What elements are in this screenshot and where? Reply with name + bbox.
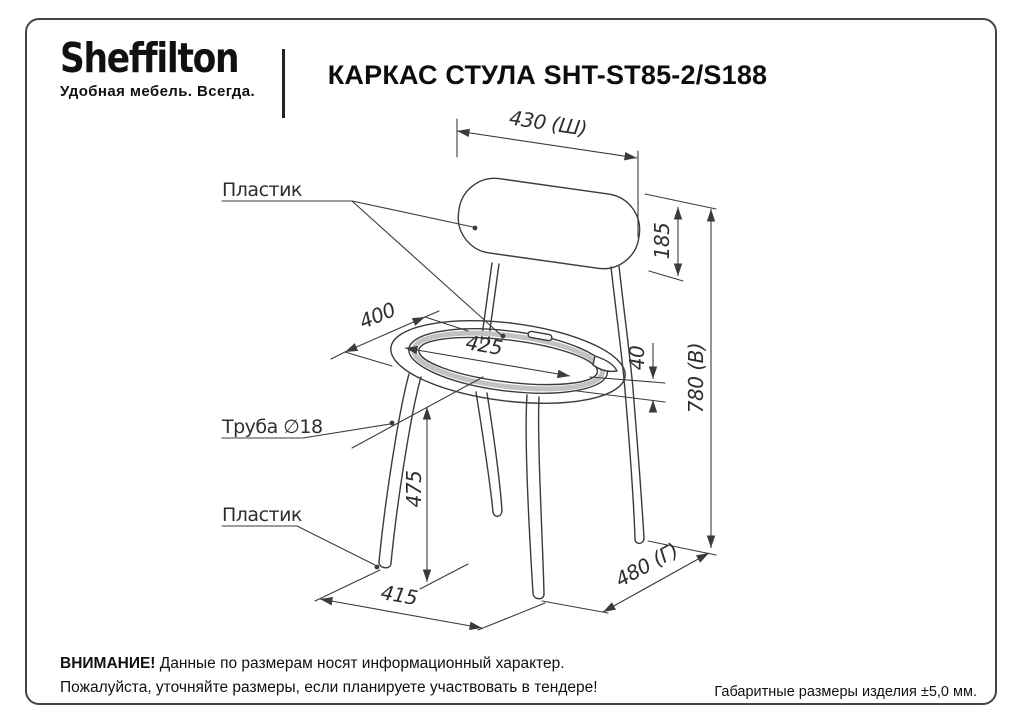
label-backrest-plastic: Пластик xyxy=(222,179,302,201)
label-foot-plastic: Пластик xyxy=(222,504,302,526)
dim-base-depth: 480 (Г) xyxy=(611,537,683,592)
warning-emphasis: ВНИМАНИЕ! xyxy=(60,655,156,672)
page-title: КАРКАС СТУЛА SHT-ST85-2/S188 xyxy=(327,60,768,90)
warning-text: Данные по размерам носят информационный характер. xyxy=(155,655,565,672)
label-frame-tube: Труба ∅18 xyxy=(222,416,323,438)
warning-line-1 xyxy=(60,652,598,676)
warning-line-2: Пожалуйста, уточняйте размеры, если планируете участвовать в тендере! xyxy=(60,679,598,696)
warning-note xyxy=(60,652,598,700)
dim-seat-width: 425 xyxy=(464,330,505,360)
back-post-right-and-rear-right-leg xyxy=(611,266,644,543)
dim-seat-thickness: 40 xyxy=(625,345,649,371)
dim-back-height: 185 xyxy=(650,222,674,260)
rear-left-leg xyxy=(476,392,502,516)
brand-name: Sheffilton xyxy=(60,34,239,82)
tolerance-note: Габаритные размеры изделия ±5,0 мм. xyxy=(714,684,977,700)
backrest xyxy=(454,174,645,274)
front-right-leg xyxy=(526,395,544,599)
brand-tagline: Удобная мебель. Всегда. xyxy=(60,83,256,101)
dim-back-width: 430 (Ш) xyxy=(507,105,589,141)
dim-seat-depth: 400 xyxy=(355,297,399,334)
dim-total-height: 780 (В) xyxy=(684,342,708,414)
dim-front-base-width: 415 xyxy=(379,580,420,611)
dim-seat-floor-height: 475 xyxy=(402,470,426,508)
